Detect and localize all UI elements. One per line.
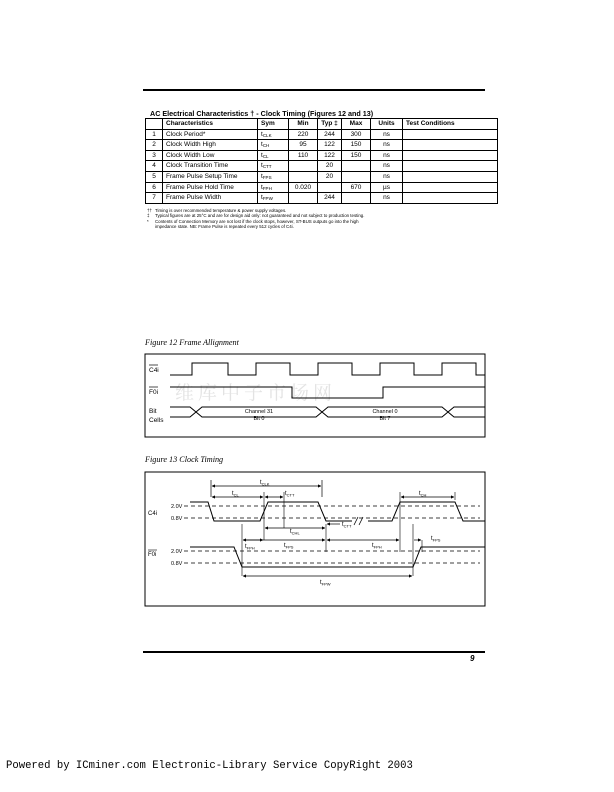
fig12-cell-a-line1: Channel 31 [244,409,274,415]
row-characteristic: Frame Pulse Setup Time [163,171,258,182]
row-typ: 122 [318,150,342,161]
fig13-f0i-waveform [190,547,485,567]
fig13-tfph2-label: $t_{FPH}$ [372,543,382,550]
note-mark: ‡ [147,213,150,219]
row-typ: 20 [318,161,342,172]
row-symbol: $t_{CLK}$ [258,129,289,140]
row-symbol: $t_{CTT}$ [258,161,289,172]
row-number: 7 [146,193,163,204]
fig13-tfps2-label: $t_{FPS}$ [431,536,441,543]
header-typ: Typ ‡ [318,119,342,130]
row-symbol: $t_{CH}$ [258,140,289,151]
note-text: impedance state. NB: Frame Pulse is repeated every 512 cycles of C4i. [155,223,294,229]
fig13-tclk-label: $t_{CLK}$ [260,480,270,487]
fig12-cell-a-line2: Bit 0 [253,416,265,422]
row-symbol: $t_{FPW}$ [258,193,289,204]
row-number: 1 [146,129,163,140]
note-text: Typical figures are at 25°C and are for design aid only: not guaranteed and not subject to production testing. [155,213,365,219]
fig13-c4i-2v: 2.0V [171,504,183,510]
row-max: 300 [342,129,371,140]
footer-credit: Powered by ICminer.com Electronic-Library Service CopyRight 2003 [6,760,413,772]
header-units: Units [371,119,403,130]
header-test-conditions: Test Conditions [403,119,498,130]
note-text: Timing is over recommended temperature & power supply voltages. [155,208,287,213]
row-characteristic: Clock Width High [163,140,258,151]
fig12-c4i-label: C4i [149,367,159,374]
row-symbol: $t_{FPS}$ [258,171,289,182]
row-characteristic: Clock Period* [163,129,258,140]
row-characteristic: Clock Width Low [163,150,258,161]
table-title: AC Electrical Characteristics † - Clock Timing (Figures 12 and 13) [150,109,374,118]
watermark: 维库中子市场网 [175,382,337,404]
fig13-f0i-2v: 2.0V [171,549,183,555]
fig12-cell-b-line1: Channel 0 [372,409,398,415]
figure-13-caption: Figure 13 Clock Timing [145,455,224,464]
fig13-f0i-08v: 0.8V [171,561,183,567]
fig12-bit-label: Bit [149,408,157,415]
fig13-tfps1-label: $t_{FPS}$ [284,543,294,550]
row-units: ns [371,150,403,161]
page-number: 9 [470,654,475,663]
row-number: 3 [146,150,163,161]
row-symbol: $t_{CL}$ [258,150,289,161]
row-units: ns [371,140,403,151]
fig13-tchl-label: $t_{CHL}$ [290,529,300,536]
row-typ: 20 [318,171,342,182]
fig13-tctt2-label: $t_{CTT}$ [342,522,352,529]
header-max: Max [342,119,371,130]
header-characteristics: Characteristics [163,119,258,130]
fig13-tfpw-label: $t_{FPW}$ [320,580,331,587]
row-units: ns [371,193,403,204]
row-max: 150 [342,140,371,151]
row-min: 95 [289,140,318,151]
fig12-cells-label: Cells [149,417,164,424]
row-min: 110 [289,150,318,161]
fig13-tfph1-label: $t_{FPH}$ [245,544,255,551]
note-mark: * [147,218,149,224]
row-symbol: $t_{FPH}$ [258,182,289,193]
row-characteristic: Frame Pulse Hold Time [163,182,258,193]
figure-12-caption: Figure 12 Frame Allignment [145,338,239,347]
row-typ: 244 [318,193,342,204]
note-mark: †† [147,208,152,213]
row-units: ns [371,171,403,182]
row-units: ns [371,161,403,172]
row-min: 0.020 [289,182,318,193]
note-text: Contents of Connection Memory are not lost if the clock stops, however, ST-BUS outputs go into the high [155,218,359,224]
fig13-tcl-label: $t_{CL}$ [232,491,239,498]
fig13-c4i-label: C4i [148,511,158,517]
row-number: 2 [146,140,163,151]
bottom-rule [143,651,485,653]
row-characteristic: Frame Pulse Width [163,193,258,204]
row-units: ns [371,129,403,140]
row-number: 5 [146,171,163,182]
row-max: 150 [342,150,371,161]
fig12-cell-b-line2: Bit 7 [379,416,391,422]
fig12-f0i-label: F0i [149,389,159,396]
row-number: 4 [146,161,163,172]
row-typ: 122 [318,140,342,151]
row-min: 220 [289,129,318,140]
fig13-tctt-label: $t_{CTT}$ [285,491,295,498]
fig13-tch-label: $t_{CH}$ [419,491,427,498]
row-units: µs [371,182,403,193]
row-number: 6 [146,182,163,193]
header-min: Min [289,119,318,130]
row-typ: 244 [318,129,342,140]
row-characteristic: Clock Transition Time [163,161,258,172]
row-max: 670 [342,182,371,193]
fig13-c4i-08v: 0.8V [171,516,183,522]
header-sym: Sym [258,119,289,130]
fig13-f0i-label: F0i [148,552,157,558]
